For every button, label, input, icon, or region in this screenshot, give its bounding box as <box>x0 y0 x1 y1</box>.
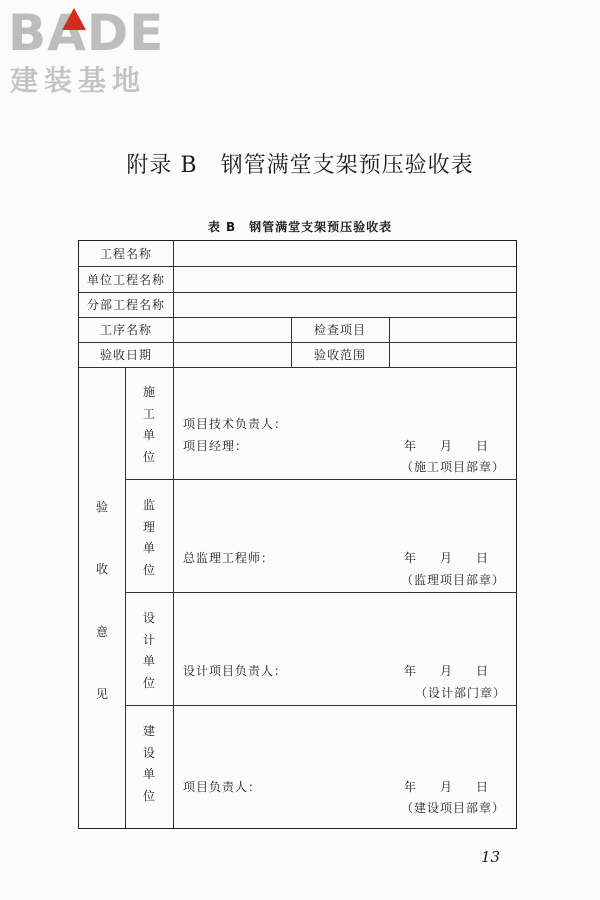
unit-char: 单 <box>142 654 155 669</box>
unit-char: 单 <box>142 541 155 556</box>
bade-logo <box>8 6 178 101</box>
supervision-unit-label <box>125 496 173 578</box>
design-stamp-label: （设计部门章） <box>415 686 507 700</box>
process-name-label: 工序名称 <box>99 323 152 337</box>
label-column-divider <box>173 241 174 367</box>
acceptance-date-label: 验收日期 <box>99 348 152 362</box>
unit-char: 单 <box>142 767 155 782</box>
table-title: 表 B 钢管满堂支架预压验收表 <box>207 220 393 234</box>
technical-lead-signature-label: 项目技术负责人： <box>183 417 288 431</box>
unit-char: 位 <box>142 449 155 464</box>
unit-char: 位 <box>142 788 155 803</box>
unit-char: 设 <box>142 745 155 760</box>
construction-unit-label <box>125 383 173 465</box>
section-divider <box>125 705 516 706</box>
unit-char: 计 <box>142 632 155 647</box>
opinion-char: 意 <box>95 624 108 639</box>
opinion-char: 收 <box>95 562 108 577</box>
unit-column-divider <box>173 367 174 828</box>
owner-lead-signature-label: 项目负责人： <box>183 780 262 794</box>
unit-char: 设 <box>142 611 155 625</box>
date-month-label: 月 <box>440 439 453 453</box>
row-divider <box>79 367 516 368</box>
date-day-label: 日 <box>476 664 489 678</box>
unit-char: 施 <box>142 385 155 399</box>
date-month-label: 月 <box>440 551 453 565</box>
opinion-char: 验 <box>95 500 108 514</box>
chief-supervisor-signature-label: 总监理工程师： <box>183 551 275 565</box>
project-manager-signature-label: 项目经理： <box>183 439 249 453</box>
owner-stamp-label: （建设项目部章） <box>401 801 506 815</box>
date-year-label: 年 <box>404 439 417 453</box>
design-unit-label <box>125 609 173 691</box>
date-year-label: 年 <box>404 780 417 794</box>
unit-char: 位 <box>142 562 155 577</box>
date-month-label: 月 <box>440 664 453 678</box>
unit-char: 单 <box>142 428 155 443</box>
logo-triangle-icon <box>62 8 86 30</box>
supervision-stamp-label: （监理项目部章） <box>401 573 506 587</box>
section-divider <box>125 592 516 593</box>
date-year-label: 年 <box>404 664 417 678</box>
date-month-label: 月 <box>440 780 453 794</box>
acceptance-form-table <box>78 240 517 829</box>
date-year-label: 年 <box>404 551 417 565</box>
page-number: 13 <box>481 848 501 866</box>
appendix-title: 附录 B 钢管满堂支架预压验收表 <box>126 153 474 178</box>
unit-char: 理 <box>142 519 155 534</box>
section-divider <box>125 479 516 480</box>
logo-chinese-text: 建装基地 <box>10 64 147 97</box>
date-day-label: 日 <box>476 439 489 453</box>
unit-char: 建 <box>142 724 155 738</box>
unit-project-name-label: 单位工程名称 <box>86 272 165 287</box>
owner-unit-label <box>125 722 173 804</box>
opinion-char: 见 <box>95 686 108 701</box>
unit-char: 监 <box>142 498 155 512</box>
unit-char: 位 <box>142 675 155 690</box>
acceptance-opinion-label <box>79 498 125 702</box>
column-divider <box>389 317 390 367</box>
unit-char: 工 <box>142 406 155 421</box>
logo-latin-text: BADE <box>8 4 165 62</box>
inspection-item-label: 检查项目 <box>313 323 366 337</box>
date-day-label: 日 <box>476 780 489 794</box>
sub-project-name-label: 分部工程名称 <box>86 298 165 312</box>
acceptance-scope-label: 验收范围 <box>313 348 366 362</box>
date-day-label: 日 <box>476 551 489 565</box>
project-name-label: 工程名称 <box>99 247 152 261</box>
design-lead-signature-label: 设计项目负责人： <box>183 664 288 678</box>
construction-stamp-label: （施工项目部章） <box>401 460 506 474</box>
